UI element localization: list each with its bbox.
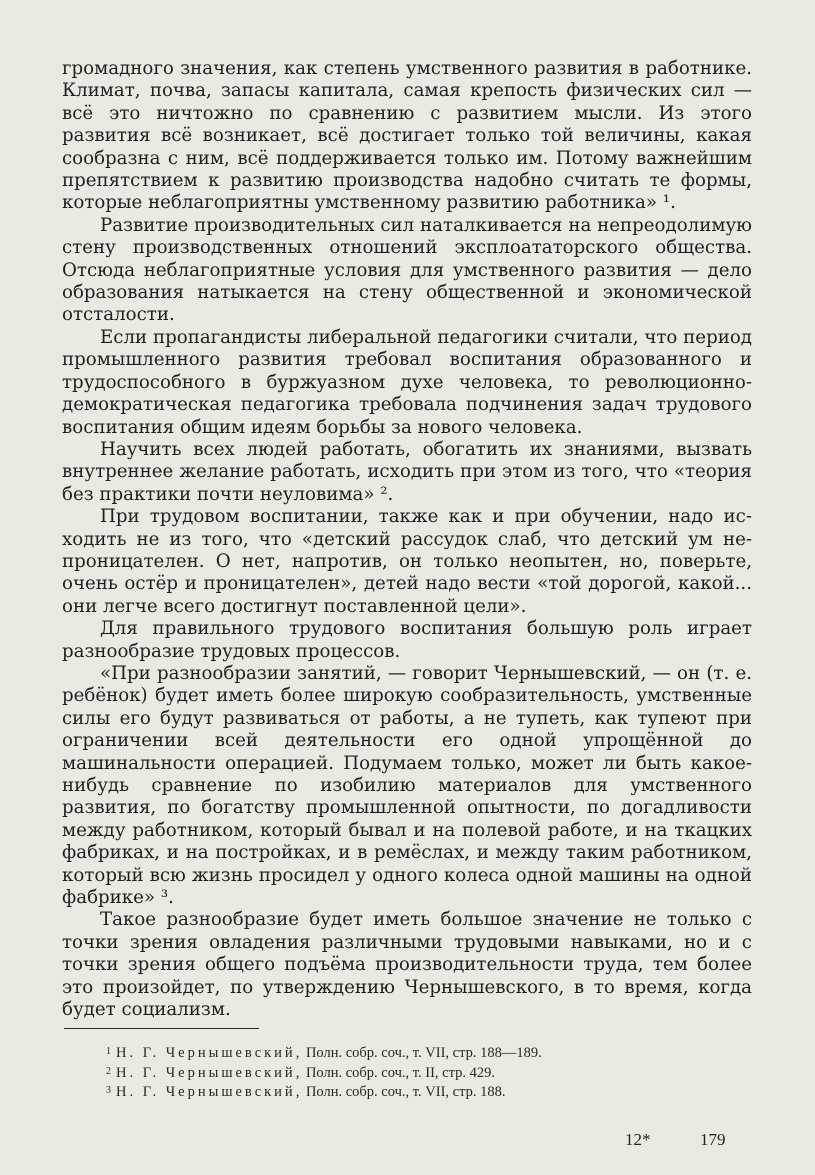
footnote-author: Н. Г. Чернышевский, (116, 1084, 303, 1101)
footnote-divider (64, 1028, 259, 1029)
footnote-author: Н. Г. Чернышевский, (116, 1064, 303, 1081)
footnote-number: 2 (106, 1065, 111, 1077)
footnote-text: Полн. собр. соч., т. VII, стр. 188. (305, 1084, 506, 1101)
footnote (106, 1063, 726, 1083)
footnote-text: Полн. собр. соч., т. II, стр. 429. (305, 1064, 495, 1081)
paragraph: Для правильного трудового воспитания большую роль играет разнообразие трудовых процессов. (62, 618, 752, 662)
body-text (62, 58, 752, 1021)
page-number: 179 (700, 1130, 726, 1149)
footnote (106, 1043, 726, 1063)
footnote-number: 1 (106, 1046, 111, 1057)
signature-mark: 12* (625, 1130, 651, 1149)
footnotes (106, 1043, 726, 1102)
footnote (106, 1082, 726, 1102)
paragraph: Научить всех людей работать, обогатить их знаниями, вызвать внутреннее желание работать, исходить при этом из того, что «теория без практики почти неуловима» ². (62, 438, 752, 505)
footnote-author: Н. Г. Чернышевский, (116, 1045, 303, 1061)
footnote-number: 3 (106, 1085, 111, 1097)
footnote-text: Полн. собр. соч., т. VII, стр. 188—189. (305, 1045, 542, 1061)
paragraph: Развитие производительных сил наталкивается на непреодолимую стену производственных отношений эксплоататорского общества. Отсюда неблагоприятные условия для умственного развития — дело образования натыкается на стену общественной и экономической отсталости. (62, 214, 752, 326)
paragraph: громадного значения, как степень умственного развития в работнике. Климат, почва, запасы капитала, самая крепость физических сил — всё это ничтожно по сравнению с развитием мысли. Из этого развития всё возникает, всё достигает только той величины, какая сообразна с ним, всё поддерживается только им. Потому важнейшим препятствием к развитию производства надобно считать те формы, которые неблагоприятны умственному развитию работника» ¹. (62, 58, 752, 214)
paragraph: «При разнообразии занятий, — говорит Чернышевский, — он (т. е. ребёнок) будет иметь более широкую сообразительность, умственные силы его будут развиваться от работы, а не тупеть, как тупеют при ограничении всей деятельности его одной упрощённой до машинальности операцией. Подумаем только, может ли быть какое-нибудь сравнение по изобилию материалов для умственного развития, по богатству промышленной опытности, по догадливости между работником, который бывал и на полевой работе, и на ткацких фабриках, и на постройках, и в ремёслах, и между таким работником, который всю жизнь просидел у одного колеса одной машины на одной фабрике» ³. (62, 662, 752, 909)
paragraph: Если пропагандисты либеральной педагогики считали, что период промышленного развития требовал воспитания образованного и трудоспособного в буржуазном духе человека, то революционно-демократическая педагогика требовала подчинения задач трудового воспитания общим идеям борьбы за нового человека. (62, 326, 752, 438)
paragraph: Такое разнообразие будет иметь большое значение не только с точки зрения овладения различными трудовыми навыками, но и с точки зрения общего подъёма производительности труда, тем более это произойдет, по утверждению Чернышевского, в то время, когда будет социализм. (62, 909, 752, 1021)
paragraph: При трудовом воспитании, также как и при обучении, надо исходить не из того, что «детский рассудок слаб, что детский ум непроницателен. О нет, напротив, он только неопытен, но, поверьте, очень остёр и проницателен», детей надо вести «той дорогой, какой... они легче всего достигнут поставленной цели». (62, 506, 752, 617)
